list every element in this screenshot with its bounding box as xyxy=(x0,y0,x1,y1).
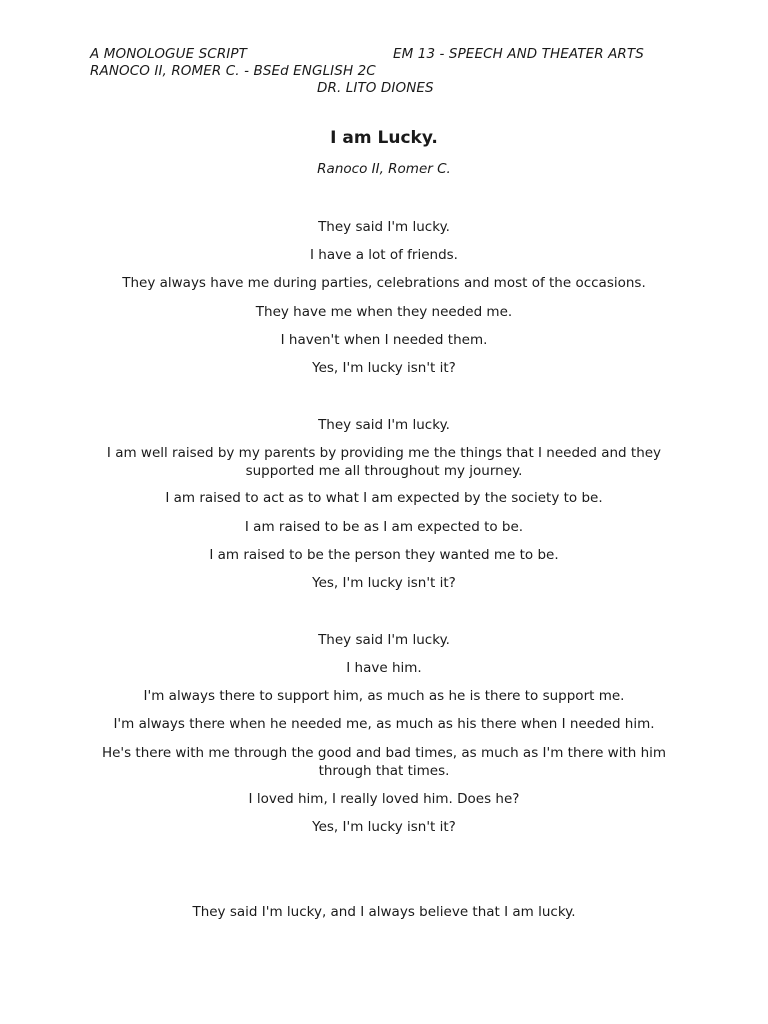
stanza-line: I have him. xyxy=(346,660,422,676)
stanza-line: They have me when they needed me. xyxy=(255,304,513,320)
stanza-line: They always have me during parties, celebrations and most of the occasions. xyxy=(122,275,646,291)
header-script-type: A MONOLOGUE SCRIPT xyxy=(90,46,247,62)
header-course: EM 13 - SPEECH AND THEATER ARTS xyxy=(393,46,644,62)
stanza-line: They said I'm lucky. xyxy=(318,632,450,648)
stanza-line: I have a lot of friends. xyxy=(310,247,458,263)
stanza-line: Yes, I'm lucky isn't it? xyxy=(312,819,456,835)
header-instructor: DR. LITO DIONES xyxy=(317,80,434,96)
monologue-author: Ranoco II, Romer C. xyxy=(317,161,451,177)
stanza-line: They said I'm lucky. xyxy=(318,219,450,235)
stanza-line: They said I'm lucky. xyxy=(318,417,450,433)
stanza-line: I am raised to be as I am expected to be. xyxy=(244,519,524,535)
stanza-line: Yes, I'm lucky isn't it? xyxy=(312,360,456,376)
stanza-line: I am raised to act as to what I am expected by the society to be. xyxy=(165,490,603,506)
stanza-line: I'm always there to support him, as much as he is there to support me. xyxy=(143,688,625,704)
stanza-line: I loved him, I really loved him. Does he? xyxy=(248,791,520,807)
stanza-line: I am raised to be the person they wanted me to be. xyxy=(209,547,559,563)
header-student: RANOCO II, ROMER C. - BSEd ENGLISH 2C xyxy=(90,63,376,79)
stanza-line: Yes, I'm lucky isn't it? xyxy=(312,575,456,591)
stanza-line: I am well raised by my parents by providing me the things that I needed and they supported me all throughout my journey. xyxy=(106,445,662,479)
stanza-line: I'm always there when he needed me, as much as his there when I needed him. xyxy=(113,716,655,732)
closing-line: They said I'm lucky, and I always believe that I am lucky. xyxy=(192,904,576,920)
stanza-line: I haven't when I needed them. xyxy=(280,332,488,348)
stanza-line: He's there with me through the good and bad times, as much as I'm there with him through that times. xyxy=(101,745,667,779)
monologue-title: I am Lucky. xyxy=(330,128,438,148)
